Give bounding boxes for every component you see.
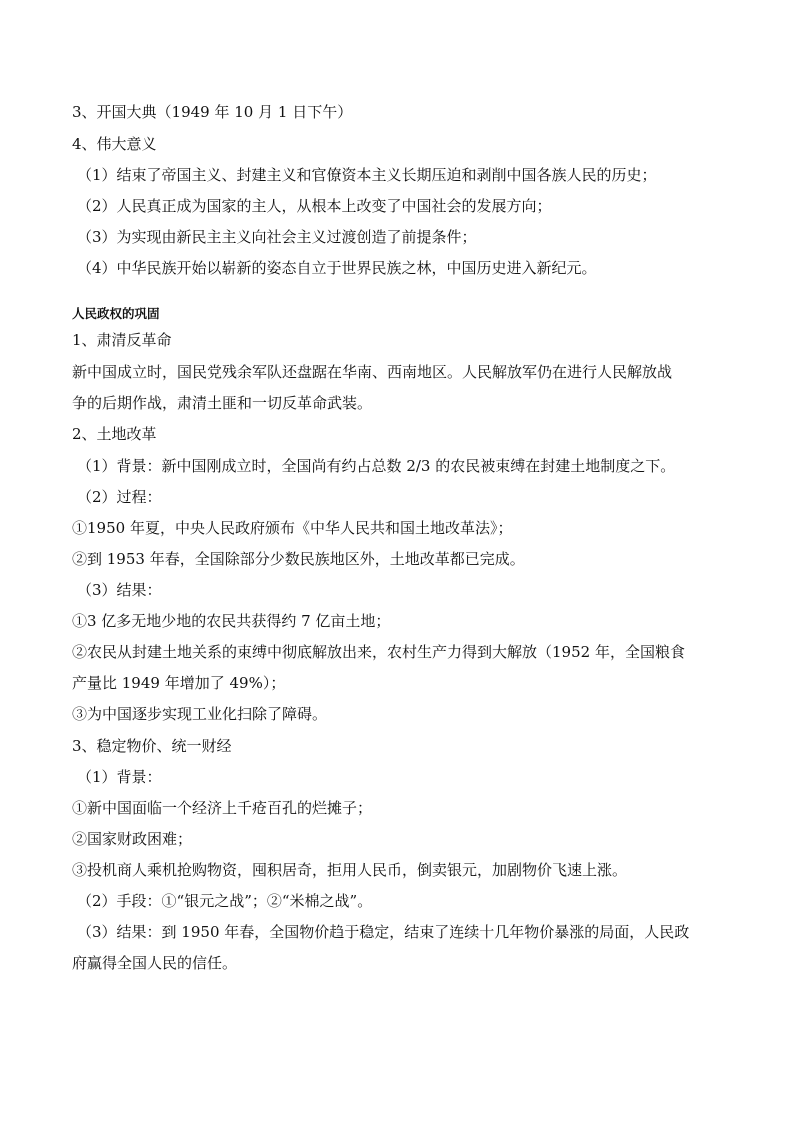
process-item-2: ②到 1953 年春，全国除部分少数民族地区外，土地改革都已完成。	[72, 550, 525, 568]
result-item-3: ③为中国逐步实现工业化扫除了障碍。	[72, 705, 328, 723]
significance-4: （4）中华民族开始以崭新的姿态自立于世界民族之林，中国历史进入新纪元。	[77, 259, 597, 277]
subsection-3-title: 3、稳定物价、统一财经	[72, 737, 232, 755]
land-reform-background: （1）背景：新中国刚成立时，全国尚有约占总数 2/3 的农民被束缚在封建土地制度之下。	[77, 457, 676, 475]
item-founding-ceremony: 3、开国大典（1949 年 10 月 1 日下午）	[72, 103, 353, 121]
finance-background: （1）背景：	[77, 768, 162, 786]
subsection-2-title: 2、土地改革	[72, 425, 157, 443]
result-item-1: ①3 亿多无地少地的农民共获得约 7 亿亩土地；	[72, 612, 391, 630]
background-item-2: ②国家财政困难；	[72, 830, 193, 848]
section-heading: 人民政权的巩固	[72, 306, 160, 321]
finance-result: （3）结果：到 1950 年春，全国物价趋于稳定，结束了连续十几年物价暴涨的局面，人民政	[77, 923, 690, 941]
land-reform-process: （2）过程：	[77, 488, 162, 506]
process-item-1: ①1950 年夏，中央人民政府颁布《中华人民共和国土地改革法》；	[72, 519, 513, 537]
paragraph-line: 新中国成立时，国民党残余军队还盘踞在华南、西南地区。人民解放军仍在进行人民解放战	[72, 363, 673, 381]
land-reform-result: （3）结果：	[77, 581, 162, 599]
result-item-2-cont: 产量比 1949 年增加了 49%）；	[72, 674, 286, 692]
background-item-3: ③投机商人乘机抢购物资，囤积居奇，拒用人民币，倒卖银元，加剧物价飞速上涨。	[72, 861, 628, 879]
finance-result-cont: 府赢得全国人民的信任。	[72, 954, 238, 972]
finance-means: （2）手段：①“银元之战”；②“米棉之战”。	[77, 892, 373, 910]
subsection-1-title: 1、肃清反革命	[72, 331, 172, 349]
paragraph-line: 争的后期作战，肃清土匪和一切反革命武装。	[72, 394, 373, 412]
item-significance-title: 4、伟大意义	[72, 135, 157, 153]
background-item-1: ①新中国面临一个经济上千疮百孔的烂摊子；	[72, 799, 373, 817]
significance-3: （3）为实现由新民主主义向社会主义过渡创造了前提条件；	[77, 228, 477, 246]
significance-2: （2）人民真正成为国家的主人，从根本上改变了中国社会的发展方向；	[77, 197, 552, 215]
result-item-2: ②农民从封建土地关系的束缚中彻底解放出来，农村生产力得到大解放（1952 年，全国粮食	[72, 643, 685, 661]
significance-1: （1）结束了帝国主义、封建主义和官僚资本主义长期压迫和剥削中国各族人民的历史；	[77, 166, 657, 184]
